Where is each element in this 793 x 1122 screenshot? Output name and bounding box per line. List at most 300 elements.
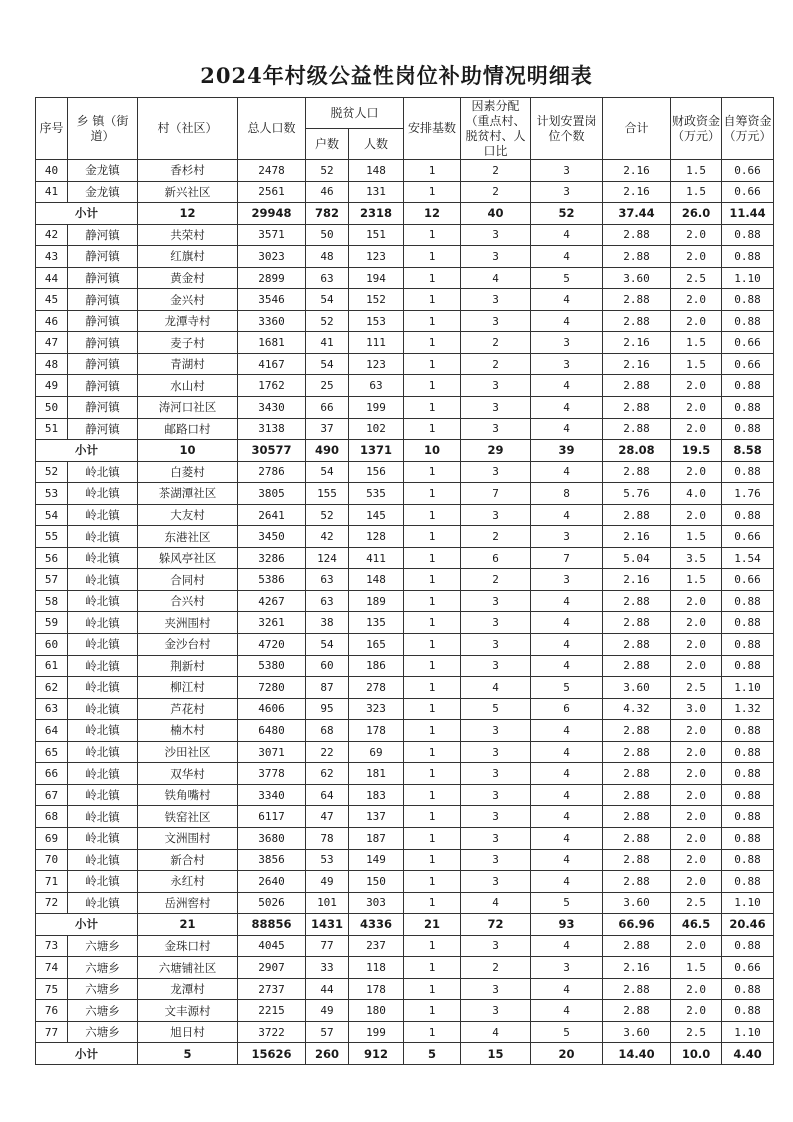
cell-base: 1 (404, 224, 461, 246)
cell-village: 夹洲围村 (138, 612, 238, 634)
cell-households: 68 (306, 720, 349, 742)
cell-factor: 3 (461, 590, 531, 612)
cell-fiscal: 2.0 (671, 310, 722, 332)
cell-planned: 4 (531, 289, 603, 311)
cell-seq: 46 (36, 310, 68, 332)
cell-people: 2318 (349, 203, 404, 225)
cell-count: 12 (138, 203, 238, 225)
cell-people: 183 (349, 784, 404, 806)
cell-sum: 2.88 (603, 590, 671, 612)
cell-town: 岭北镇 (68, 590, 138, 612)
cell-planned: 5 (531, 1021, 603, 1043)
cell-self: 0.88 (722, 871, 774, 893)
cell-people: 4336 (349, 914, 404, 936)
cell-seq: 61 (36, 655, 68, 677)
cell-town: 静河镇 (68, 353, 138, 375)
cell-people: 181 (349, 763, 404, 785)
cell-self: 1.10 (722, 1021, 774, 1043)
cell-total: 3546 (238, 289, 306, 311)
cell-total: 2899 (238, 267, 306, 289)
cell-town: 岭北镇 (68, 547, 138, 569)
cell-town: 静河镇 (68, 267, 138, 289)
cell-total: 3722 (238, 1021, 306, 1043)
cell-town: 岭北镇 (68, 806, 138, 828)
cell-planned: 4 (531, 612, 603, 634)
cell-sum: 2.16 (603, 569, 671, 591)
cell-households: 57 (306, 1021, 349, 1043)
cell-seq: 58 (36, 590, 68, 612)
cell-base: 1 (404, 526, 461, 548)
cell-base: 1 (404, 461, 461, 483)
cell-label: 小计 (36, 914, 138, 936)
cell-sum: 2.88 (603, 827, 671, 849)
cell-households: 41 (306, 332, 349, 354)
cell-households: 37 (306, 418, 349, 440)
cell-seq: 41 (36, 181, 68, 203)
cell-self: 0.88 (722, 375, 774, 397)
table-row (36, 526, 774, 548)
cell-self: 0.66 (722, 160, 774, 182)
cell-base: 1 (404, 849, 461, 871)
cell-seq: 75 (36, 978, 68, 1000)
cell-sum: 2.88 (603, 246, 671, 268)
cell-people: 156 (349, 461, 404, 483)
col-total-pop: 总人口数 (238, 98, 306, 160)
cell-factor: 3 (461, 1000, 531, 1022)
cell-planned: 5 (531, 267, 603, 289)
cell-sum: 2.88 (603, 978, 671, 1000)
cell-fiscal: 2.0 (671, 720, 722, 742)
cell-sum: 2.88 (603, 849, 671, 871)
cell-town: 岭北镇 (68, 892, 138, 914)
cell-people: 178 (349, 720, 404, 742)
table-row (36, 720, 774, 742)
cell-town: 金龙镇 (68, 160, 138, 182)
cell-planned: 5 (531, 892, 603, 914)
cell-sum: 2.88 (603, 935, 671, 957)
cell-factor: 3 (461, 397, 531, 419)
cell-factor: 3 (461, 720, 531, 742)
cell-self: 20.46 (722, 914, 774, 936)
cell-village: 麦子村 (138, 332, 238, 354)
cell-seq: 69 (36, 827, 68, 849)
cell-people: 199 (349, 397, 404, 419)
cell-base: 1 (404, 504, 461, 526)
table-row (36, 224, 774, 246)
cell-households: 62 (306, 763, 349, 785)
cell-village: 金沙台村 (138, 634, 238, 656)
cell-town: 静河镇 (68, 418, 138, 440)
cell-total: 1681 (238, 332, 306, 354)
cell-fiscal: 2.5 (671, 1021, 722, 1043)
cell-factor: 40 (461, 203, 531, 225)
cell-planned: 4 (531, 418, 603, 440)
cell-total: 30577 (238, 440, 306, 462)
cell-village: 金兴村 (138, 289, 238, 311)
cell-self: 0.66 (722, 353, 774, 375)
cell-village: 大友村 (138, 504, 238, 526)
cell-planned: 4 (531, 1000, 603, 1022)
cell-factor: 3 (461, 504, 531, 526)
cell-households: 52 (306, 160, 349, 182)
col-seq: 序号 (36, 98, 68, 160)
cell-planned: 4 (531, 634, 603, 656)
cell-fiscal: 1.5 (671, 957, 722, 979)
cell-self: 0.88 (722, 224, 774, 246)
table-row (36, 849, 774, 871)
cell-base: 1 (404, 267, 461, 289)
cell-self: 0.88 (722, 741, 774, 763)
cell-people: 152 (349, 289, 404, 311)
cell-fiscal: 2.0 (671, 224, 722, 246)
cell-village: 共荣村 (138, 224, 238, 246)
cell-total: 3680 (238, 827, 306, 849)
cell-town: 静河镇 (68, 375, 138, 397)
cell-sum: 2.88 (603, 634, 671, 656)
table-row (36, 332, 774, 354)
cell-total: 15626 (238, 1043, 306, 1065)
cell-factor: 4 (461, 1021, 531, 1043)
cell-fiscal: 1.5 (671, 181, 722, 203)
cell-base: 1 (404, 1021, 461, 1043)
cell-self: 0.88 (722, 289, 774, 311)
cell-fiscal: 2.0 (671, 289, 722, 311)
table-row (36, 634, 774, 656)
cell-base: 1 (404, 332, 461, 354)
cell-base: 1 (404, 892, 461, 914)
cell-total: 3261 (238, 612, 306, 634)
cell-households: 49 (306, 871, 349, 893)
cell-seq: 47 (36, 332, 68, 354)
table-row (36, 289, 774, 311)
cell-sum: 2.88 (603, 612, 671, 634)
cell-people: 189 (349, 590, 404, 612)
cell-households: 38 (306, 612, 349, 634)
cell-base: 12 (404, 203, 461, 225)
table-row (36, 397, 774, 419)
cell-seq: 63 (36, 698, 68, 720)
cell-households: 42 (306, 526, 349, 548)
cell-total: 3430 (238, 397, 306, 419)
cell-sum: 2.88 (603, 224, 671, 246)
cell-factor: 3 (461, 784, 531, 806)
cell-fiscal: 2.0 (671, 806, 722, 828)
cell-count: 21 (138, 914, 238, 936)
cell-total: 5026 (238, 892, 306, 914)
cell-total: 6480 (238, 720, 306, 742)
cell-sum: 2.88 (603, 871, 671, 893)
cell-base: 1 (404, 655, 461, 677)
cell-sum: 28.08 (603, 440, 671, 462)
cell-factor: 3 (461, 224, 531, 246)
cell-village: 茶湖潭社区 (138, 483, 238, 505)
cell-planned: 5 (531, 677, 603, 699)
cell-fiscal: 1.5 (671, 353, 722, 375)
cell-sum: 66.96 (603, 914, 671, 936)
subsidy-table (35, 97, 774, 1065)
cell-sum: 4.32 (603, 698, 671, 720)
cell-people: 278 (349, 677, 404, 699)
cell-people: 323 (349, 698, 404, 720)
cell-sum: 3.60 (603, 677, 671, 699)
cell-factor: 3 (461, 461, 531, 483)
cell-people: 128 (349, 526, 404, 548)
table-row (36, 569, 774, 591)
cell-total: 3138 (238, 418, 306, 440)
table-row (36, 483, 774, 505)
cell-planned: 4 (531, 461, 603, 483)
cell-households: 46 (306, 181, 349, 203)
cell-sum: 3.60 (603, 892, 671, 914)
cell-town: 六塘乡 (68, 978, 138, 1000)
table-row (36, 677, 774, 699)
cell-factor: 2 (461, 526, 531, 548)
cell-households: 49 (306, 1000, 349, 1022)
cell-seq: 62 (36, 677, 68, 699)
cell-factor: 15 (461, 1043, 531, 1065)
cell-label: 小计 (36, 440, 138, 462)
cell-fiscal: 2.0 (671, 612, 722, 634)
col-planned: 计划安置岗位个数 (531, 98, 603, 160)
cell-planned: 4 (531, 655, 603, 677)
cell-seq: 60 (36, 634, 68, 656)
cell-town: 岭北镇 (68, 655, 138, 677)
table-row (36, 892, 774, 914)
cell-self: 0.88 (722, 310, 774, 332)
table-row (36, 935, 774, 957)
cell-base: 1 (404, 547, 461, 569)
cell-factor: 3 (461, 935, 531, 957)
cell-people: 187 (349, 827, 404, 849)
cell-village: 铁窑社区 (138, 806, 238, 828)
cell-town: 岭北镇 (68, 698, 138, 720)
cell-people: 237 (349, 935, 404, 957)
cell-planned: 7 (531, 547, 603, 569)
cell-sum: 2.88 (603, 655, 671, 677)
subtotal-row (36, 1043, 774, 1065)
cell-households: 77 (306, 935, 349, 957)
cell-town: 岭北镇 (68, 741, 138, 763)
cell-households: 44 (306, 978, 349, 1000)
cell-seq: 77 (36, 1021, 68, 1043)
cell-village: 龙潭寺村 (138, 310, 238, 332)
cell-total: 3856 (238, 849, 306, 871)
cell-village: 香杉村 (138, 160, 238, 182)
cell-seq: 66 (36, 763, 68, 785)
cell-factor: 6 (461, 547, 531, 569)
table-row (36, 741, 774, 763)
cell-sum: 2.16 (603, 353, 671, 375)
cell-total: 2478 (238, 160, 306, 182)
cell-factor: 7 (461, 483, 531, 505)
cell-planned: 6 (531, 698, 603, 720)
cell-base: 21 (404, 914, 461, 936)
table-row (36, 827, 774, 849)
cell-town: 岭北镇 (68, 763, 138, 785)
cell-fiscal: 2.0 (671, 634, 722, 656)
cell-town: 六塘乡 (68, 957, 138, 979)
cell-self: 0.88 (722, 612, 774, 634)
table-row (36, 655, 774, 677)
cell-fiscal: 3.0 (671, 698, 722, 720)
col-sum: 合计 (603, 98, 671, 160)
cell-total: 4045 (238, 935, 306, 957)
table-row (36, 353, 774, 375)
cell-total: 2640 (238, 871, 306, 893)
cell-town: 六塘乡 (68, 935, 138, 957)
cell-seq: 59 (36, 612, 68, 634)
cell-village: 柳江村 (138, 677, 238, 699)
cell-seq: 53 (36, 483, 68, 505)
cell-fiscal: 1.5 (671, 332, 722, 354)
cell-people: 165 (349, 634, 404, 656)
subtotal-row (36, 440, 774, 462)
cell-sum: 2.88 (603, 806, 671, 828)
cell-households: 78 (306, 827, 349, 849)
cell-people: 123 (349, 246, 404, 268)
cell-village: 文洲围村 (138, 827, 238, 849)
cell-self: 8.58 (722, 440, 774, 462)
cell-town: 静河镇 (68, 289, 138, 311)
cell-base: 1 (404, 763, 461, 785)
table-row (36, 504, 774, 526)
cell-count: 5 (138, 1043, 238, 1065)
cell-village: 荆新村 (138, 655, 238, 677)
col-base: 安排基数 (404, 98, 461, 160)
table-row (36, 763, 774, 785)
cell-planned: 4 (531, 935, 603, 957)
cell-seq: 64 (36, 720, 68, 742)
cell-planned: 4 (531, 827, 603, 849)
cell-seq: 52 (36, 461, 68, 483)
cell-label: 小计 (36, 203, 138, 225)
cell-households: 54 (306, 289, 349, 311)
cell-fiscal: 2.0 (671, 827, 722, 849)
cell-households: 60 (306, 655, 349, 677)
cell-village: 合兴村 (138, 590, 238, 612)
cell-sum: 3.60 (603, 1021, 671, 1043)
cell-village: 六塘铺社区 (138, 957, 238, 979)
cell-households: 63 (306, 267, 349, 289)
cell-people: 69 (349, 741, 404, 763)
cell-households: 64 (306, 784, 349, 806)
cell-fiscal: 2.0 (671, 461, 722, 483)
cell-total: 3071 (238, 741, 306, 763)
table-row (36, 784, 774, 806)
cell-factor: 3 (461, 741, 531, 763)
subtotal-row (36, 203, 774, 225)
cell-factor: 72 (461, 914, 531, 936)
cell-fiscal: 2.0 (671, 590, 722, 612)
cell-town: 金龙镇 (68, 181, 138, 203)
cell-sum: 2.88 (603, 504, 671, 526)
cell-people: 411 (349, 547, 404, 569)
header-row (36, 98, 774, 129)
cell-total: 2786 (238, 461, 306, 483)
cell-households: 1431 (306, 914, 349, 936)
cell-village: 沙田社区 (138, 741, 238, 763)
table-row (36, 375, 774, 397)
cell-town: 六塘乡 (68, 1021, 138, 1043)
cell-village: 红旗村 (138, 246, 238, 268)
cell-town: 岭北镇 (68, 569, 138, 591)
cell-planned: 3 (531, 569, 603, 591)
cell-factor: 3 (461, 612, 531, 634)
cell-self: 0.88 (722, 590, 774, 612)
cell-factor: 3 (461, 246, 531, 268)
cell-planned: 4 (531, 397, 603, 419)
cell-total: 2215 (238, 1000, 306, 1022)
cell-seq: 50 (36, 397, 68, 419)
cell-sum: 2.88 (603, 763, 671, 785)
cell-total: 3286 (238, 547, 306, 569)
cell-seq: 70 (36, 849, 68, 871)
cell-base: 1 (404, 590, 461, 612)
cell-planned: 39 (531, 440, 603, 462)
cell-sum: 2.88 (603, 784, 671, 806)
cell-village: 邮路口村 (138, 418, 238, 440)
table-row (36, 590, 774, 612)
cell-base: 1 (404, 806, 461, 828)
cell-fiscal: 2.0 (671, 418, 722, 440)
cell-village: 新合村 (138, 849, 238, 871)
cell-people: 151 (349, 224, 404, 246)
cell-town: 岭北镇 (68, 504, 138, 526)
cell-self: 0.66 (722, 181, 774, 203)
cell-total: 3805 (238, 483, 306, 505)
cell-base: 1 (404, 397, 461, 419)
cell-seq: 65 (36, 741, 68, 763)
cell-total: 4606 (238, 698, 306, 720)
cell-total: 5380 (238, 655, 306, 677)
cell-planned: 4 (531, 246, 603, 268)
cell-self: 0.66 (722, 332, 774, 354)
cell-self: 1.10 (722, 892, 774, 914)
cell-village: 新兴社区 (138, 181, 238, 203)
cell-self: 1.54 (722, 547, 774, 569)
cell-households: 490 (306, 440, 349, 462)
cell-seq: 42 (36, 224, 68, 246)
cell-base: 1 (404, 871, 461, 893)
cell-self: 0.88 (722, 504, 774, 526)
cell-households: 53 (306, 849, 349, 871)
cell-households: 101 (306, 892, 349, 914)
cell-sum: 2.16 (603, 332, 671, 354)
cell-people: 186 (349, 655, 404, 677)
cell-town: 岭北镇 (68, 461, 138, 483)
cell-sum: 3.60 (603, 267, 671, 289)
cell-planned: 4 (531, 310, 603, 332)
cell-households: 50 (306, 224, 349, 246)
cell-self: 1.32 (722, 698, 774, 720)
cell-households: 63 (306, 569, 349, 591)
cell-sum: 2.16 (603, 181, 671, 203)
cell-fiscal: 2.0 (671, 978, 722, 1000)
cell-planned: 4 (531, 741, 603, 763)
cell-factor: 3 (461, 871, 531, 893)
cell-base: 1 (404, 418, 461, 440)
cell-planned: 4 (531, 224, 603, 246)
cell-count: 10 (138, 440, 238, 462)
cell-sum: 2.88 (603, 720, 671, 742)
cell-total: 2641 (238, 504, 306, 526)
cell-total: 3023 (238, 246, 306, 268)
cell-factor: 2 (461, 569, 531, 591)
cell-self: 0.88 (722, 720, 774, 742)
table-row (36, 978, 774, 1000)
cell-village: 旭日村 (138, 1021, 238, 1043)
cell-fiscal: 26.0 (671, 203, 722, 225)
